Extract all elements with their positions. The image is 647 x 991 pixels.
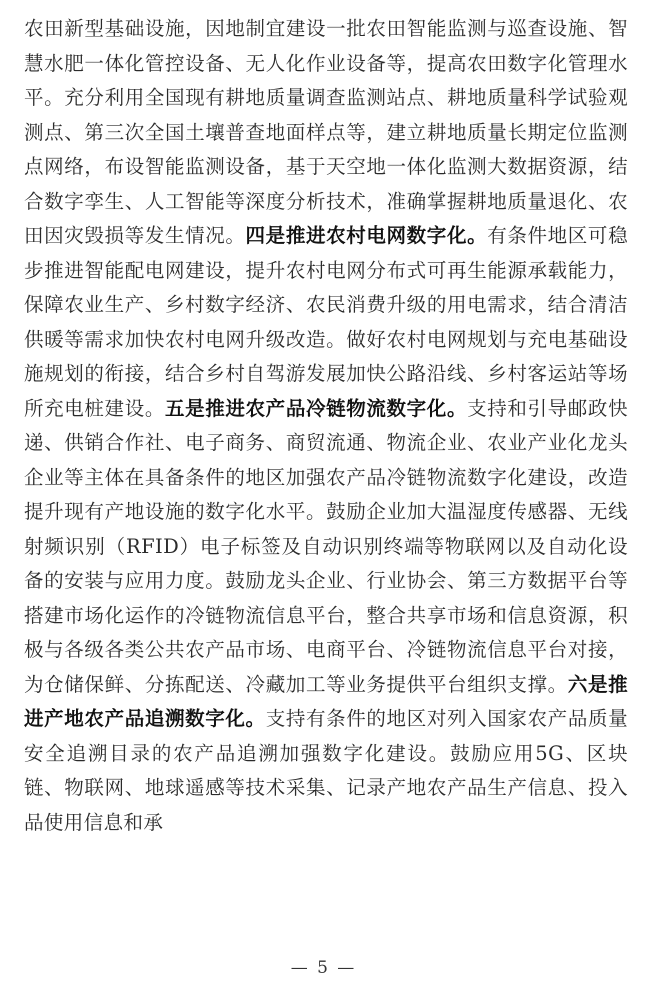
- bold-heading-six: 六是推进产地农产品追溯数字化。: [24, 672, 628, 730]
- paragraph-text: 支持有条件的地区对列入国家农产品质量安全追溯目录的农产品追溯加强数字化建设。鼓励应用5G、区块链、物联网、地球遥感等技术采集、记录产地农产品生产信息、投入品使用信息和承: [24, 707, 628, 834]
- bold-heading-four: 四是推进农村电网数字化。: [245, 224, 488, 247]
- paragraph-text: 支持和引导邮政快递、供销合作社、电子商务、商贸流通、物流企业、农业产业化龙头企业等主体在具备条件的地区加强农产品冷链物流数字化建设，改造提升现有产地设施的数字化水平。鼓励企业加大温湿度传感器、无线射频识别（RFID）电子标签及自动识别终端等物联网以及自动化设备的安装与应用力度。鼓励龙头企业、行业协会、第三方数据平台等搭建市场化运作的冷链物流信息平台，整合共享市场和信息资源，积极与各级各类公共农产品市场、电商平台、冷链物流信息平台对接，为仓储保鲜、分拣配送、冷藏加工等业务提供平台组织支撑。: [24, 396, 628, 696]
- page-number: — 5 —: [290, 958, 357, 978]
- body-paragraph: [24, 12, 628, 840]
- paragraph-text: 有条件地区可稳步推进智能配电网建设，提升农村电网分布式可再生能源承载能力，保障农业生产、乡村数字经济、农民消费升级的用电需求，结合清洁供暖等需求加快农村电网升级改造。做好农村电网规划与充电基础设施规划的衔接，结合乡村自驾游发展加快公路沿线、乡村客运站等场所充电桩建设。: [24, 224, 628, 420]
- paragraph-text: 农田新型基础设施，因地制宜建设一批农田智能监测与巡查设施、智慧水肥一体化管控设备、无人化作业设备等，提高农田数字化管理水平。充分利用全国现有耕地质量调查监测站点、耕地质量科学试验观测点、第三次全国土壤普查地面样点等，建立耕地质量长期定位监测点网络，布设智能监测设备，基于天空地一体化监测大数据资源，结合数字孪生、人工智能等深度分析技术，准确掌握耕地质量退化、农田因灾毁损等发生情况。: [24, 17, 628, 247]
- bold-heading-five: 五是推进农产品冷链物流数字化。: [164, 396, 468, 420]
